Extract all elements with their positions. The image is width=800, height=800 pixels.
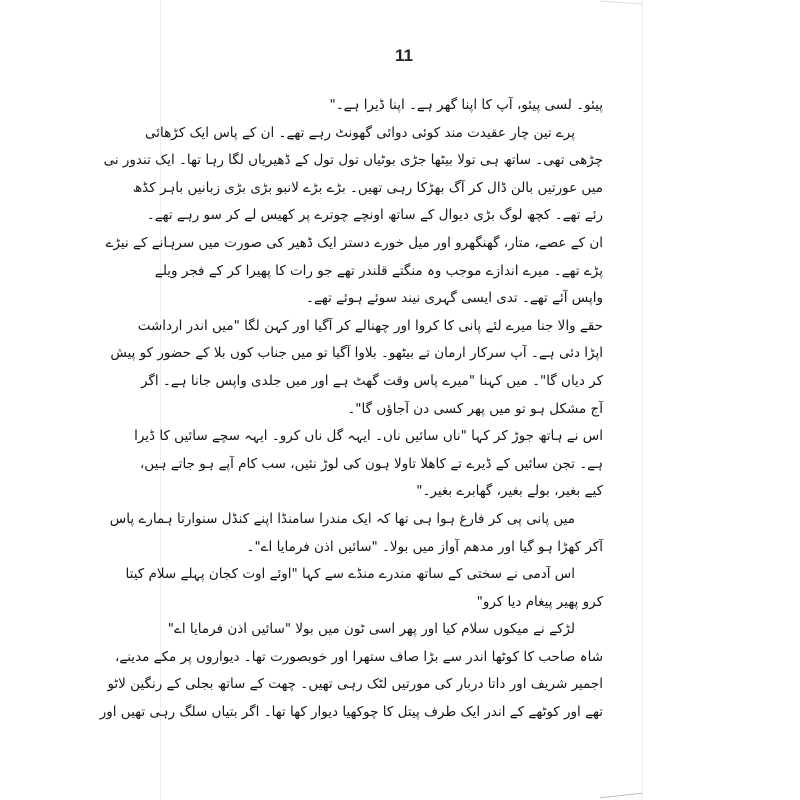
text-line: پیئو۔ لسی پیئو، آپ کا اپنا گھر ہے۔ اپنا ڈیرا ہے۔" bbox=[329, 97, 603, 113]
text-line: آج مشکل ہو تو میں پھر کسی دن آجاؤں گا"۔ bbox=[347, 400, 603, 417]
text-line: اس نے ہاتھ جوڑ کر کہا "ناں سائیں ناں۔ ایہہ گل ناں کرو۔ ایہہ سچے سائیں کا ڈیرا bbox=[134, 428, 603, 445]
text-line: چڑھی تھی۔ ساتھ ہی تولا بیٹھا جڑی بوٹیاں تول تول کے ڈھیریاں لگا رہا تھا۔ ایک تندور نی bbox=[103, 152, 603, 169]
text-line: پڑے تھے۔ میرے اندازے موجب وہ منگتے قلندر تھے جو رات کا پھیرا کر کے فجر ویلے bbox=[154, 262, 603, 279]
scan-page-curl-top bbox=[600, 1, 642, 5]
scan-page-curl-bottom bbox=[600, 793, 642, 798]
body-text bbox=[99, 92, 603, 727]
text-line: لڑکے نے میکوں سلام کیا اور پھر اسی ٹون میں بولا "سائیں اذن فرمایا اے" bbox=[167, 621, 575, 638]
text-line: کیے بغیر، بولے بغیر، گھابرے بغیر۔" bbox=[416, 483, 603, 500]
text-line: میں پانی پی کر فارغ ہوا ہی تھا کہ ایک مندرا سامنڈا اپنے کنڈل سنوارتا ہمارے پاس bbox=[109, 510, 575, 527]
text-line: اپڑا دئی ہے۔ آپ سرکار ارمان تے بیٹھو۔ بلاوا آگیا تو میں جناب کوں بلا کے حضور کو پیش bbox=[110, 345, 603, 362]
text-line: ان کے عصے، متار، گھنگھرو اور میل خورے دستر ایک ڈھیر کی صورت میں سرہانے کے نیڑے bbox=[105, 234, 603, 251]
text-line: اجمیر شریف اور داتا دربار کی مورتیں لٹک رہی تھیں۔ چھت کے ساتھ بجلی کے رنگین لاٹو bbox=[107, 676, 603, 693]
text-line: آکر کھڑا ہو گیا اور مدھم آواز میں بولا۔ "سائیں اذن فرمایا اے"۔ bbox=[246, 538, 603, 555]
text-line: شاہ صاحب کا کوٹھا اندر سے بڑا صاف ستھرا اور خوبصورت تھا۔ دیواروں پر مکے مدینے، bbox=[114, 648, 603, 665]
text-line: حقے والا جنا میرے لئے پانی کا کروا اور چھنالے کر آگیا اور کہن لگا "میں اندر ارداشت bbox=[137, 317, 603, 334]
text-line: رئے تھے۔ کچھ لوگ بڑی دیوال کے ساتھ اونچے چوترے پر کھیس لے کر سو رہے تھے۔ bbox=[146, 207, 603, 224]
text-line: تھے اور کوٹھے کے اندر ایک طرف پیتل کا چوکھیا دیوار کھا تھا۔ اگر بتیاں سلگ رہی تھیں اور bbox=[99, 704, 603, 721]
scan-page-edge-right bbox=[642, 0, 643, 800]
text-line: میں عورتیں بالن ڈال کر آگ بھڑکا رہی تھیں۔ بڑے بڑے لانبو بڑی بڑی زبانیں باہر کڈھ bbox=[132, 179, 603, 196]
page-number: 11 bbox=[395, 46, 413, 65]
text-line: کرو پھیر پیغام دیا کرو" bbox=[476, 593, 603, 610]
text-line: پرے تین چار عقیدت مند کوئی دوائی گھونٹ رہے تھے۔ ان کے پاس ایک کڑھائی bbox=[145, 124, 575, 141]
text-line: ہے۔ تجن سائیں کے ڈیرے تے کاهلا تاولا ہون کی لوڑ نئیں، سب کام آپے ہو جاتے ہیں، bbox=[139, 455, 603, 472]
text-line: کر دیاں گا"۔ میں کہنا "میرے پاس وقت گھٹ ہے اور میں جلدی واپس جانا ہے۔ اگر bbox=[140, 372, 603, 389]
text-line: واپس آئے تھے۔ تدی ایسی گہری نیند سوئے ہوئے تھے۔ bbox=[306, 290, 603, 307]
text-line: اس آدمی نے سختی کے ساتھ مندرے منڈے سے کہا "اوئے اوت کجان پہلے سلام کیتا bbox=[125, 566, 575, 583]
